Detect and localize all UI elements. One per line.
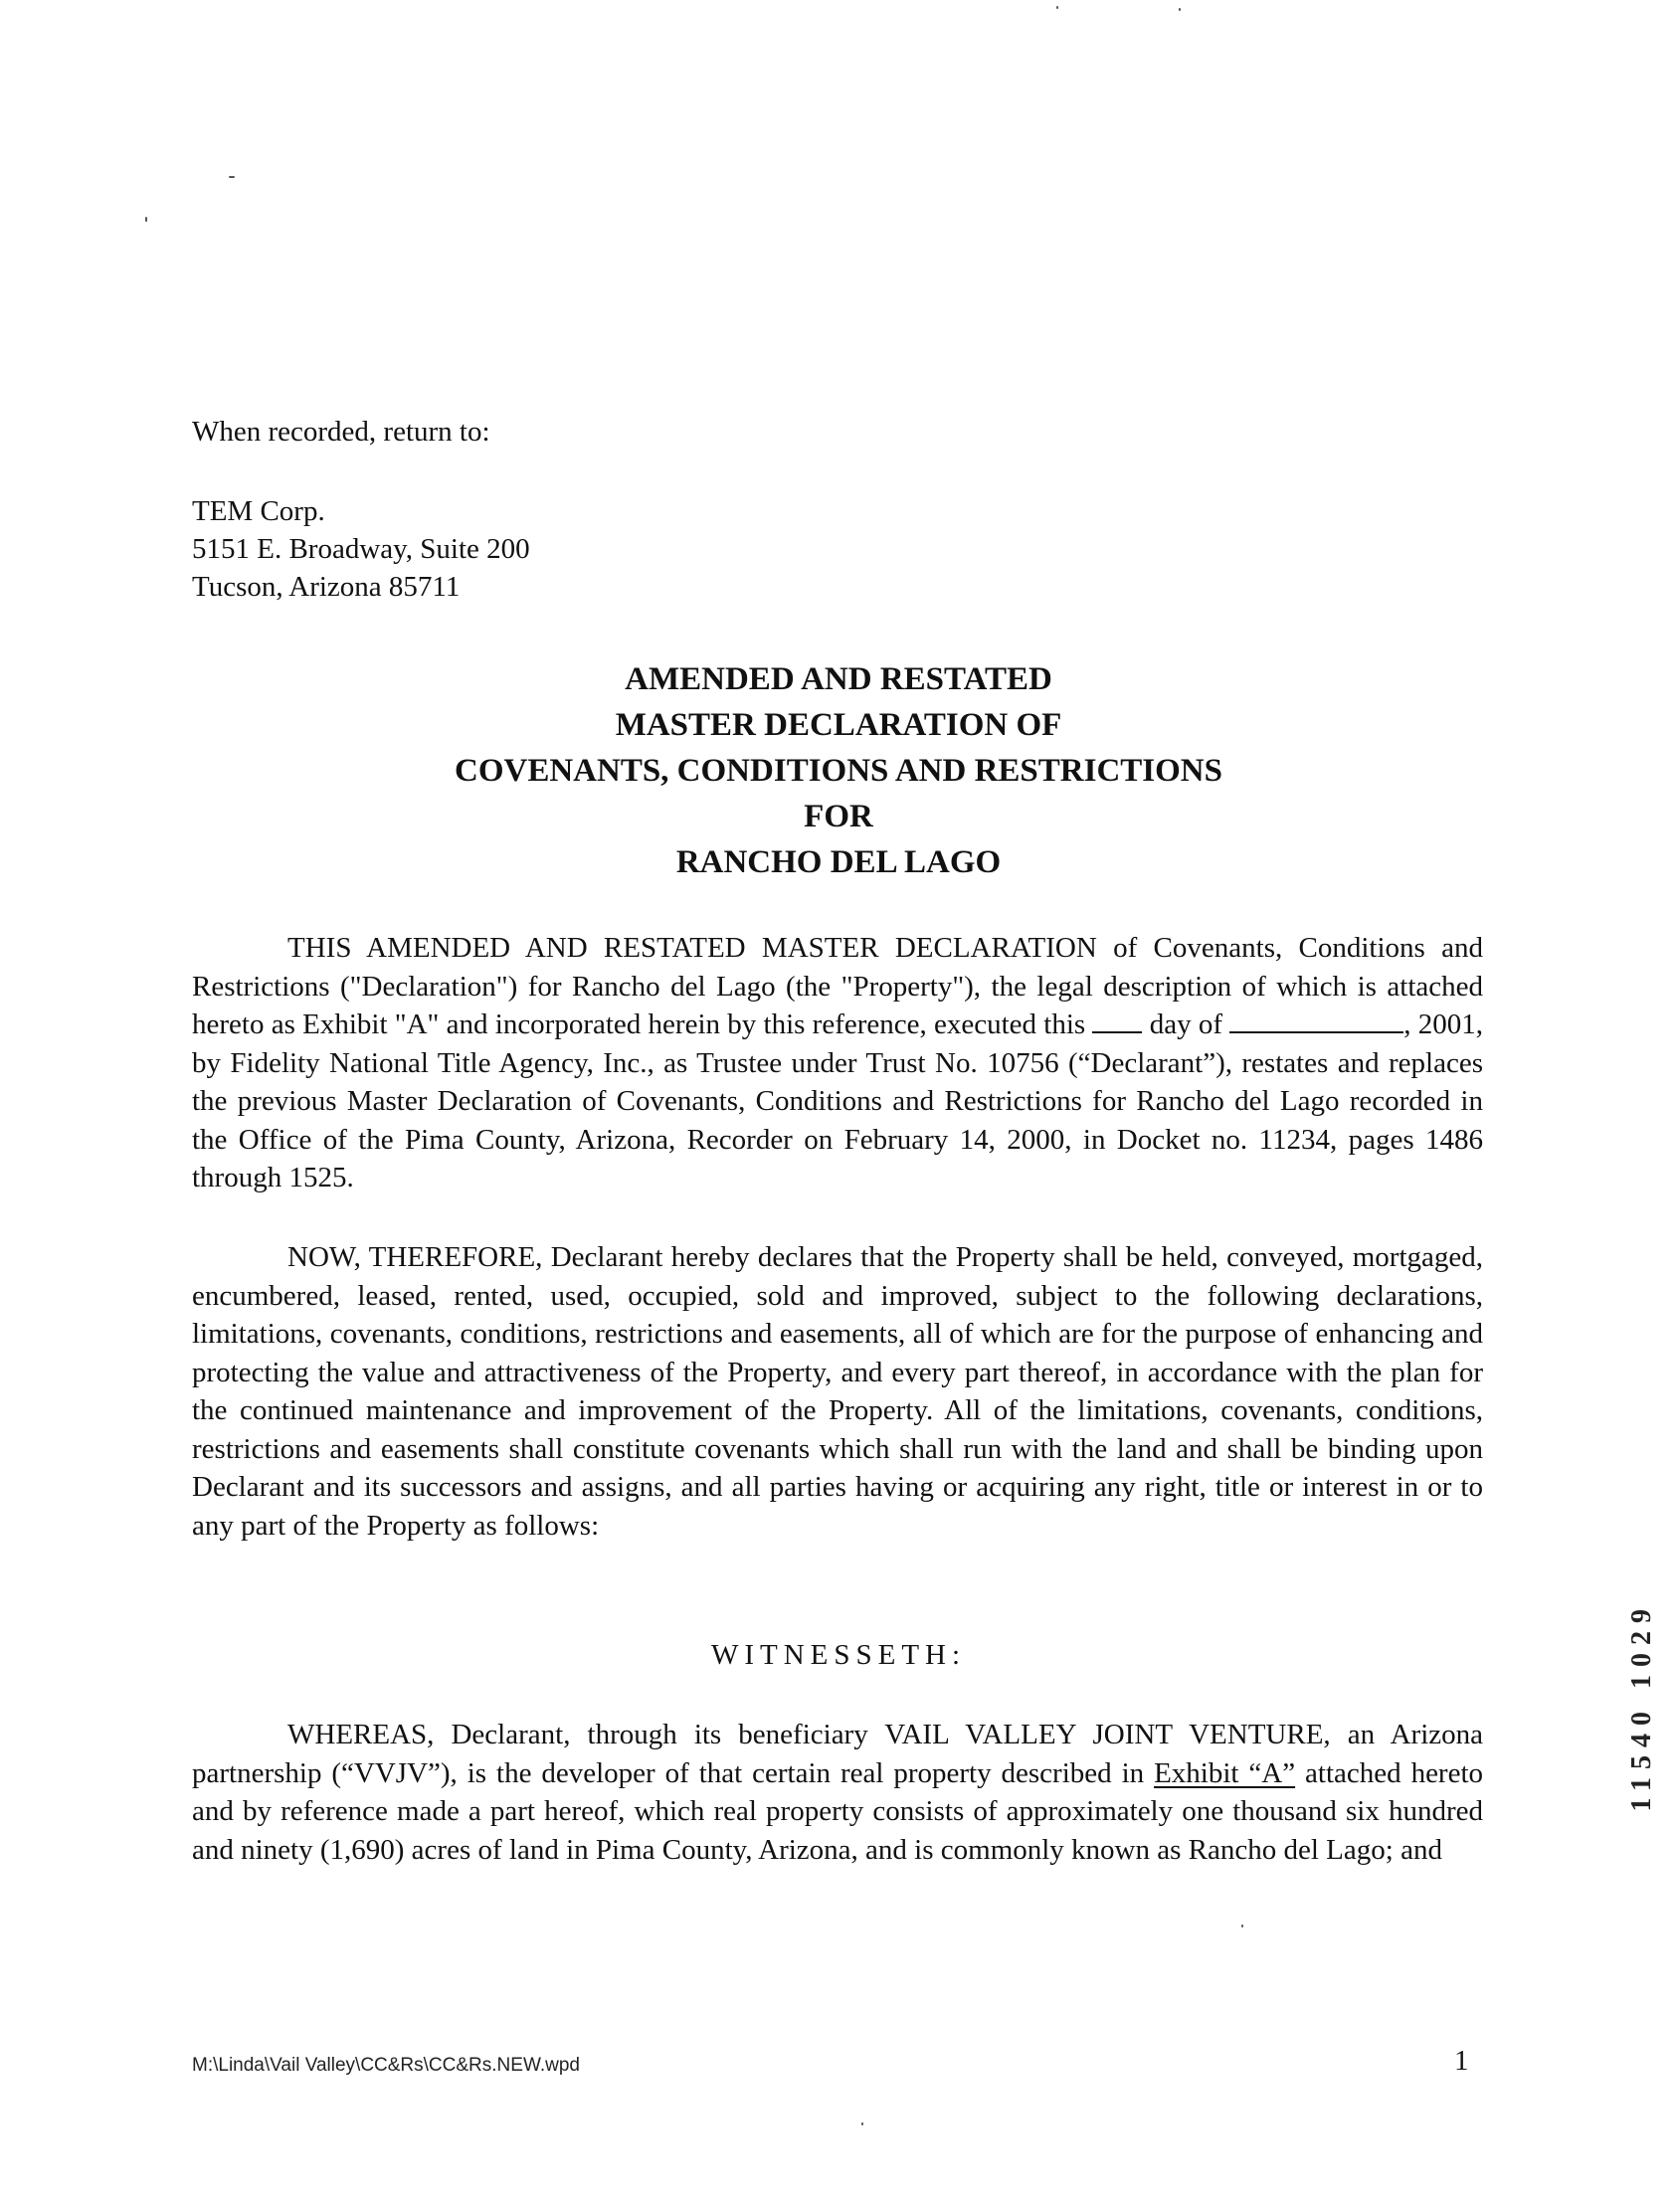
now-therefore-paragraph: NOW, THEREFORE, Declarant hereby declares that the Property shall be held, conveyed, mortgaged, encumbered, leased, rented, used, occupied, sold and improved, subject to the following declarations, limitations, covenants, conditions, restrictions and easements, all of which are for the purpose of enhancing and protecting the value and attractiveness of the Property, and every part thereof, in accordance with the plan for the continued maintenance and improvement of the Property. All of the limitations, covenants, conditions, restrictions and easements shall constitute covenants which shall run with the land and shall be binding upon Declarant and its successors and assigns, and all parties having or acquiring any right, title or interest in or to any part of the Property as follows: (192, 1241, 1483, 1542)
intro-text-end: , 2001, by Fidelity National Title Agency, Inc., as Trustee under Trust No. 10756 (“Declarant”), restates and replaces the previous Master Declaration of Covenants, Conditions and Restrictions for Rancho del Lago recorded in the Office of the Pima County, Arizona, Recorder on February 14, 2000, in Docket no. 11234, pages 1486 through 1525. (192, 1008, 1484, 1193)
scan-speck (1056, 6, 1058, 9)
title-line: MASTER DECLARATION OF (615, 707, 1062, 743)
whereas-text-end: attached hereto and by reference made a part hereof, which real property consists of approximately one thousand six hundred and ninety (1,690) acres of land in Pima County, Arizona, and is commonly known as Rancho del Lago; and (192, 1756, 1484, 1866)
scan-speck (145, 217, 147, 222)
scan-speck (1241, 1924, 1243, 1927)
footer-file-path: M:\Linda\Vail Valley\CC&Rs\CC&Rs.NEW.wpd (192, 2055, 580, 2076)
title-line: AMENDED AND RESTATED (625, 661, 1052, 697)
return-address-block (192, 413, 530, 606)
title-line: RANCHO DEL LAGO (675, 844, 1002, 880)
witnesseth-heading: WITNESSETH: (710, 1639, 967, 1671)
recording-stamp: 11540 1029 (1626, 1601, 1657, 1812)
exhibit-a-reference: Exhibit “A” (1154, 1756, 1296, 1789)
return-heading: When recorded, return to: (192, 416, 490, 448)
return-street: 5151 E. Broadway, Suite 200 (192, 533, 530, 565)
intro-day-word: day of (1149, 1008, 1223, 1040)
intro-paragraph (192, 929, 1483, 1197)
return-name: TEM Corp. (192, 495, 325, 527)
scan-speck (229, 176, 235, 178)
return-city: Tucson, Arizona 85711 (192, 571, 461, 603)
scan-speck (861, 2122, 863, 2125)
intro-text-start: THIS AMENDED AND RESTATED MASTER DECLARATION of Covenants, Conditions and Restrictions ("Declaration") for Rancho del Lago (the "Property"), the legal description of which is attached hereto as Exhibit "A" and incorporated herein by this reference, executed this (192, 932, 1483, 1040)
scan-speck (1179, 8, 1181, 11)
day-blank (1092, 1006, 1142, 1033)
page-number: 1 (1454, 2045, 1469, 2077)
whereas-text-start: WHEREAS, Declarant, through its beneficiary VAIL VALLEY JOINT VENTURE, an Arizona partnership (“VVJV”), is the developer of that certain real property described in (192, 1719, 1483, 1789)
document-title (192, 656, 1485, 885)
whereas-paragraph (192, 1716, 1483, 1869)
title-line: COVENANTS, CONDITIONS AND RESTRICTIONS (454, 753, 1222, 789)
title-line: FOR (804, 799, 873, 834)
month-blank (1229, 1006, 1403, 1033)
